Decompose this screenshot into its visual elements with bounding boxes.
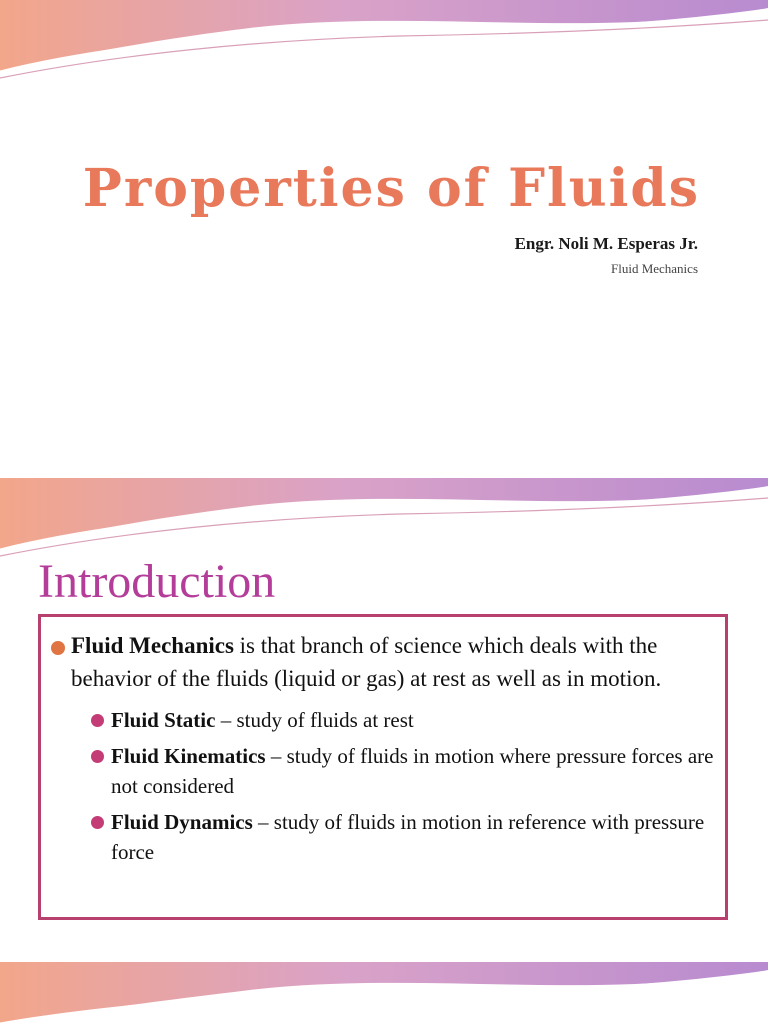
main-bullet [51,629,717,695]
next-slide-partial [0,962,768,1024]
bullet-text: – study of fluids in motion in reference with pressure force [111,810,705,864]
bullet-text: – study of fluids at rest [215,708,414,732]
sub-bullet [91,807,717,867]
bullet-term: Fluid Mechanics [71,633,234,658]
page-title: Properties of Fluids [82,158,700,219]
section-heading: Introduction [38,555,276,608]
content-box [38,614,728,920]
sub-bullet [91,705,717,735]
bullet-dot-icon [91,750,104,763]
wave-banner-decoration [0,962,768,1024]
bullet-dot-icon [91,816,104,829]
author-name: Engr. Noli M. Esperas Jr. [514,234,698,253]
bullet-dot-icon [51,641,65,655]
bullet-text: is that branch of science which deals with the behavior of the fluids (liquid or gas) at rest as well as in motion. [71,633,662,691]
title-slide [0,0,768,467]
wave-banner-decoration [0,478,768,558]
bullet-term: Fluid Dynamics [111,810,253,834]
bullet-dot-icon [91,714,104,727]
bullet-text: – study of fluids in motion where pressure forces are not considered [111,744,714,798]
bullet-term: Fluid Static [111,708,216,732]
wave-banner-decoration [0,0,768,80]
sub-bullet-list [51,705,717,867]
bullet-term: Fluid Kinematics [111,744,266,768]
sub-bullet [91,741,717,801]
introduction-slide [0,478,768,956]
course-name: Fluid Mechanics [610,261,698,276]
